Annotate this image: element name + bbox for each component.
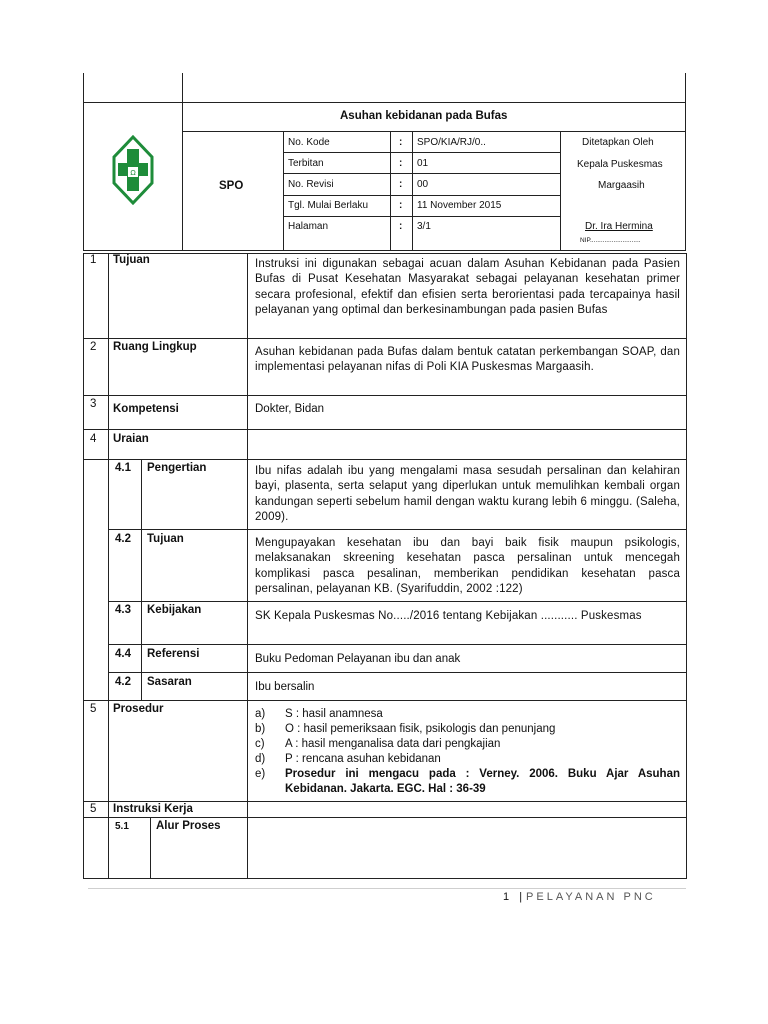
list-marker: c) bbox=[255, 738, 265, 750]
prosedur-list bbox=[255, 707, 680, 797]
approver-name: Dr. Ira Hermina bbox=[585, 221, 653, 232]
list-item bbox=[255, 737, 680, 752]
approval-line: Margaasih bbox=[598, 180, 645, 191]
subsection-label: Sasaran bbox=[147, 676, 192, 688]
list-item bbox=[255, 767, 680, 797]
section-label: Ruang Lingkup bbox=[113, 341, 197, 353]
ruang-lingkup-text: Asuhan kebidanan pada Bufas dalam bentuk catatan perkembangan SOAP, dan implementasi pelayanan nifas di Poli KIA Puskesmas Margaasih. bbox=[255, 346, 680, 374]
subsection-number: 4.1 bbox=[115, 462, 131, 474]
field-value: SPO/KIA/RJ/0.. bbox=[417, 137, 486, 148]
section-label: Uraian bbox=[113, 433, 149, 445]
approval-line: Ditetapkan Oleh bbox=[582, 137, 654, 148]
footer-separator: | bbox=[519, 891, 523, 903]
svg-text:Ω: Ω bbox=[130, 169, 136, 177]
subsection-number: 4.4 bbox=[115, 648, 131, 660]
sasaran-text: Ibu bersalin bbox=[255, 681, 315, 693]
section-label: Kompetensi bbox=[113, 403, 179, 415]
field-label: Halaman bbox=[288, 221, 329, 232]
footer-divider bbox=[88, 888, 686, 889]
subsection-label: Referensi bbox=[147, 648, 200, 660]
field-label: No. Kode bbox=[288, 137, 330, 148]
list-text: P : rencana asuhan kebidanan bbox=[285, 753, 441, 765]
section-number: 2 bbox=[90, 341, 97, 353]
field-label: Terbitan bbox=[288, 158, 324, 169]
subsection-label: Tujuan bbox=[147, 533, 184, 545]
list-marker: b) bbox=[255, 723, 266, 735]
subsection-number: 4.3 bbox=[115, 604, 131, 616]
section-number: 5 bbox=[90, 803, 97, 815]
page-footer bbox=[503, 891, 656, 903]
document-title: Asuhan kebidanan pada Bufas bbox=[340, 110, 508, 122]
subsection-label: Alur Proses bbox=[156, 820, 221, 832]
section-label: Prosedur bbox=[113, 703, 164, 715]
puskesmas-logo bbox=[112, 135, 154, 205]
section-number: 3 bbox=[90, 398, 97, 410]
list-item bbox=[255, 752, 680, 767]
field-value: 11 November 2015 bbox=[417, 200, 502, 211]
subsection-number: 5.1 bbox=[115, 821, 129, 832]
subsection-number: 4.2 bbox=[115, 533, 131, 545]
tujuan-text: Instruksi ini digunakan sebagai acuan dalam Asuhan Kebidanan pada Pasien Bufas di Pusat Kesehatan Masyarakat sebagai pelayanan kesehatan primer secara profesional, efektif dan efisien serta berorientasi pada tercapainya hasil pelayanan yang optimal dan berkesinambungan pada pasien Bufas bbox=[255, 258, 680, 316]
tujuan-detail-text: Mengupayakan kesehatan ibu dan bayi baik fisik maupun psikologis, melaksanakan skreening kesehatan pasca persalinan untuk mencegah komplikasi pasca pesalinan, memberikan pendidikan kesehatan pasca persalinan, pelayanan KB. (Syarifuddin, 2002 :122) bbox=[255, 537, 680, 595]
section-number: 5 bbox=[90, 703, 97, 715]
field-sep: : bbox=[399, 200, 403, 211]
approval-line: Kepala Puskesmas bbox=[577, 159, 663, 170]
list-item bbox=[255, 707, 680, 722]
field-sep: : bbox=[399, 158, 403, 169]
kebijakan-text: SK Kepala Puskesmas No...../2016 tentang Kebijakan ........... Puskesmas bbox=[255, 610, 642, 622]
list-text: S : hasil anamnesa bbox=[285, 708, 383, 720]
field-value: 00 bbox=[417, 179, 429, 190]
field-value: 01 bbox=[417, 158, 429, 169]
field-label: No. Revisi bbox=[288, 179, 334, 190]
list-marker: e) bbox=[255, 768, 266, 780]
field-value: 3/1 bbox=[417, 221, 431, 232]
kompetensi-text: Dokter, Bidan bbox=[255, 403, 325, 415]
section-number: 1 bbox=[90, 254, 97, 266]
list-marker: d) bbox=[255, 753, 266, 765]
list-marker: a) bbox=[255, 708, 266, 720]
field-sep: : bbox=[399, 221, 403, 232]
list-text: A : hasil menganalisa data dari pengkajian bbox=[285, 738, 501, 750]
subsection-label: Kebijakan bbox=[147, 604, 202, 616]
footer-label: PELAYANAN PNC bbox=[526, 891, 656, 903]
approver-nip: NIP............................ bbox=[580, 237, 641, 244]
subsection-label: Pengertian bbox=[147, 462, 207, 474]
subsection-number: 4.2 bbox=[115, 676, 131, 688]
spo-label: SPO bbox=[219, 180, 244, 192]
section-label: Tujuan bbox=[113, 254, 150, 266]
pengertian-text: Ibu nifas adalah ibu yang mengalami masa sesudah persalinan dan kelahiran bayi, plasenta, serta selaput yang diperlukan untuk memulihkan kembali organ kandungan seperti sebelum hamil dengan waktu kurang lebih 6 minggu. (Saleha, 2009). bbox=[255, 465, 680, 523]
list-text: O : hasil pemeriksaan fisik, psikologis dan penunjang bbox=[285, 723, 556, 735]
field-sep: : bbox=[399, 137, 403, 148]
referensi-text: Buku Pedoman Pelayanan ibu dan anak bbox=[255, 653, 461, 665]
page-number: 1 bbox=[503, 891, 510, 903]
section-label: Instruksi Kerja bbox=[113, 803, 193, 815]
list-text: Prosedur ini mengacu pada : Verney. 2006. Buku Ajar Asuhan Kebidanan. Jakarta. EGC. Hal : 36-39 bbox=[285, 768, 680, 795]
section-number: 4 bbox=[90, 433, 97, 445]
field-sep: : bbox=[399, 179, 403, 190]
list-item bbox=[255, 722, 680, 737]
logo-icon bbox=[112, 135, 154, 205]
field-label: Tgl. Mulai Berlaku bbox=[288, 200, 369, 211]
